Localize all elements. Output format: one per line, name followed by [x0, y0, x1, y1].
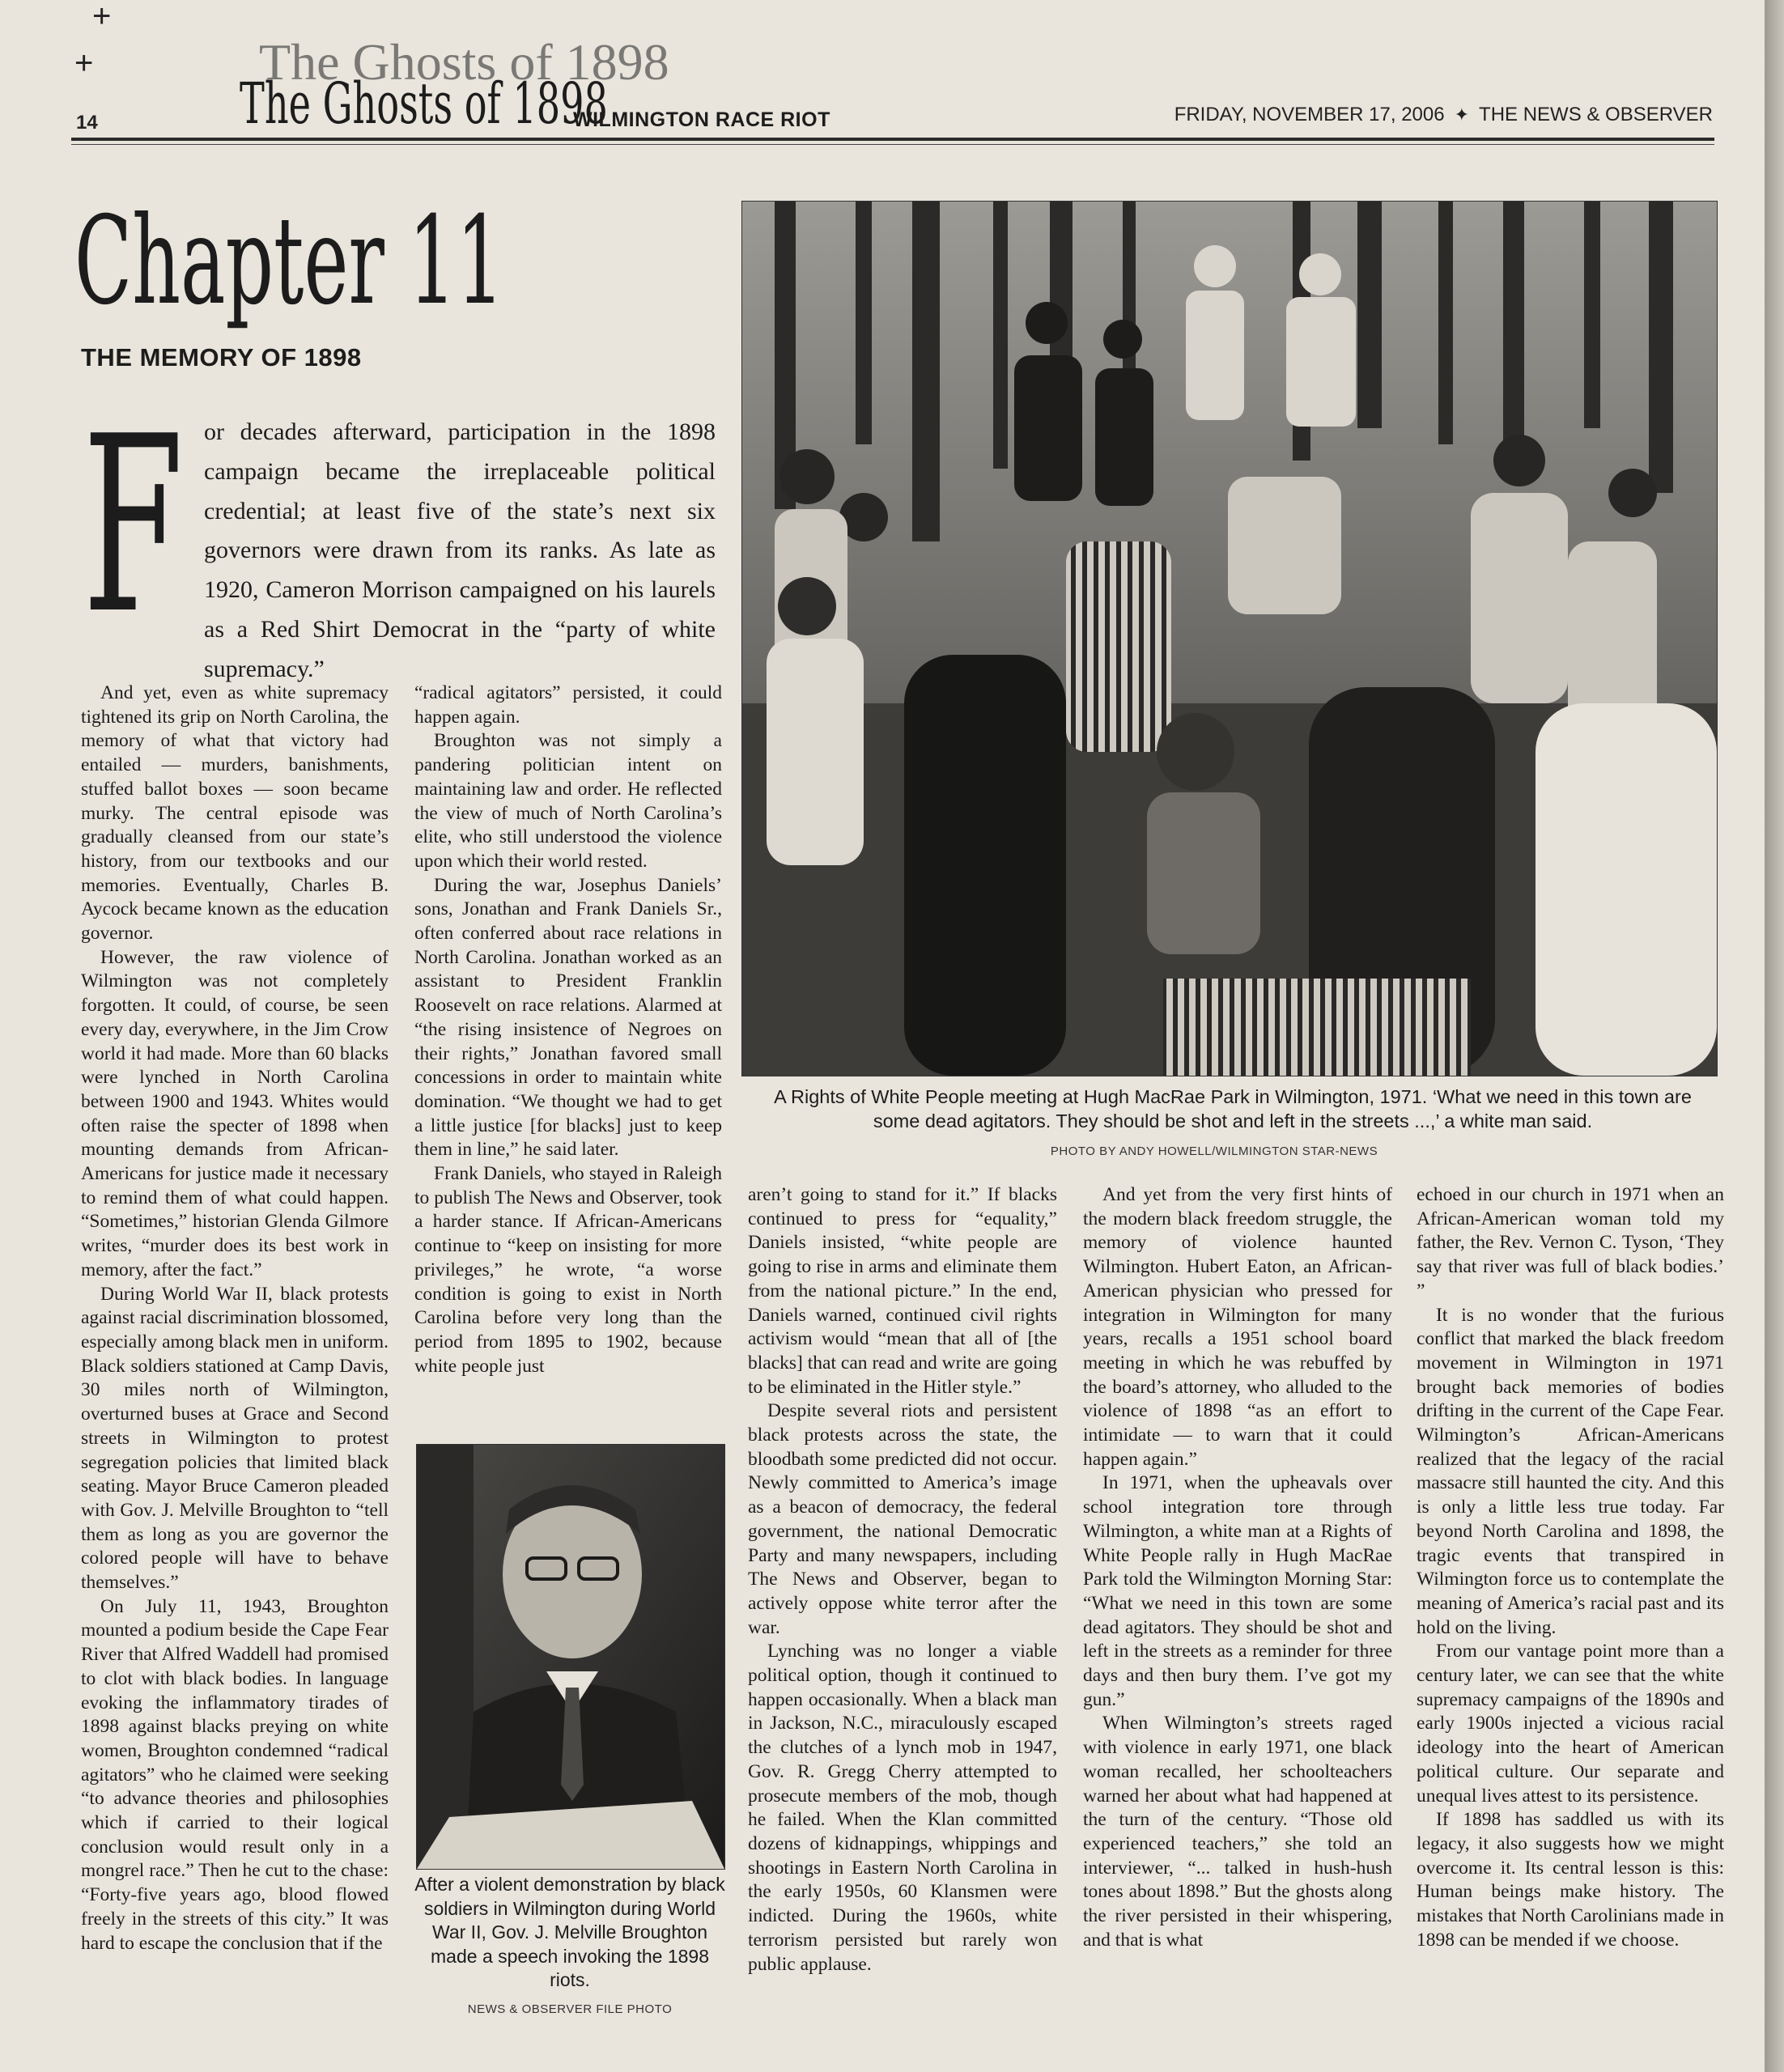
header-rule — [71, 138, 1714, 141]
paragraph: “radical agitators” persisted, it could happen again. — [414, 682, 722, 728]
paragraph: And yet, even as white supremacy tightened its grip on North Carolina, the memory of what that victory had entailed — murders, banishments, stuffed ballot boxes — soon became murky. The central episode was gradually cleansed from our state’s history, from our textbooks and our memories. Eventually, Charles B. Aycock became known as the education governor. — [81, 682, 389, 945]
paragraph: If 1898 has saddled us with its legacy, it also suggests how we might overcome it. Its central lesson is this: Human beings make history. The mistakes that North Carolinians made in 1898 can be mended if we choose. — [1417, 1809, 1724, 1951]
paragraph: Lynching was no longer a viable political option, though it continued to happen occasionally. When a black man in Jackson, N.C., miraculously escaped the clutches of a lynch mob in 1947, Gov. R. Gregg Cherry attempted to prosecute members of the mob, though he failed. When the Klan committed dozens of kidnappings, whippings and shootings in Eastern North Carolina in the early 1950s, 60 Klansmen were indicted. During the 1960s, white terrorism persisted but rarely won public applause. — [748, 1641, 1057, 1975]
bleed-through-header: The Ghosts of 1898 — [259, 33, 669, 91]
broughton-photo-credit: NEWS & OBSERVER FILE PHOTO — [467, 2002, 673, 2016]
publication-name: THE NEWS & OBSERVER — [1479, 104, 1713, 125]
paragraph: From our vantage point more than a century later, we can see that the white supremacy campaigns of the 1890s and early 1900s injected a vicious racial ideology into the heart of American political culture. Our separate and unequal lives attest to its persistence. — [1417, 1641, 1724, 1807]
broughton-portrait-image — [417, 1445, 724, 1869]
chapter-title: Chapter 11 — [74, 191, 504, 332]
registration-mark: + — [74, 45, 94, 81]
dateline — [809, 104, 1713, 126]
article-column-2 — [414, 681, 722, 1378]
series-subject: WILMINGTON RACE RIOT — [573, 108, 830, 131]
article-column-5 — [1417, 1183, 1724, 1953]
registration-mark: + — [92, 0, 112, 34]
broughton-photo-caption: After a violent demonstration by black soldiers in Wilmington during World War II, Gov. J. Melville Broughton made a speech invoking the 1898 riots. — [414, 1874, 725, 1990]
rally-photo-caption: A Rights of White People meeting at Hugh MacRae Park in Wilmington, 1971. ‘What we need in this town are some dead agitators. They should be shot and left in the streets ...,’ a white man said. — [774, 1086, 1692, 1132]
article-column-4 — [1083, 1183, 1392, 1953]
paragraph: Frank Daniels, who stayed in Raleigh to publish The News and Observer, took a harder stance. If African-Americans continue to “keep on insisting for more privileges,” he wrote, “a worse condition is going to exist in North Carolina before very long than the period from 1895 to 1902, because white people just — [414, 1163, 722, 1377]
page-number: 14 — [76, 112, 98, 134]
article-column-1 — [81, 681, 389, 1955]
paragraph: In 1971, when the upheavals over school integration tore through Wilmington, a white man at a Rights of White People rally in Hugh MacRae Park told the Wilmington Morning Star: “What we need in this town are some dead agitators. They should be shot and left in the streets as a reminder for three days and then bury them. I’ve got my gun.” — [1083, 1472, 1392, 1710]
paragraph: Broughton was not simply a pandering politician intent on maintaining law and order. He reflected the view of much of North Carolina’s elite, who still understood the violence upon which their world rested. — [414, 730, 722, 872]
paragraph: When Wilmington’s streets raged with violence in early 1971, one black woman recalled, her schoolteachers warned her about what had happened at the turn of the century. “Those old experienced teachers,” she told an interviewer, “... talked in hush-hush tones about 1898.” But the ghosts along the river persisted in their whispering, and that is what — [1083, 1713, 1392, 1951]
broughton-portrait — [416, 1444, 725, 1870]
chapter-subtitle: THE MEMORY OF 1898 — [81, 343, 362, 372]
paragraph: During World War II, black protests against racial discrimination blossomed, especially among black men in uniform. Black soldiers stationed at Camp Davis, 30 miles north of Wilmington, overturned buses at Grace and Second streets in Wilmington to protest segregation policies that limited black seating. Mayor Bruce Cameron pleaded with Gov. J. Melville Broughton to “tell them as long as you are governor the colored people will have to behave themselves.” — [81, 1283, 389, 1594]
paragraph: echoed in our church in 1971 when an African-American woman told my father, the Rev. Vernon C. Tyson, ‘They say that river was full of black bodies.’ ” — [1417, 1184, 1724, 1301]
lede-paragraph: or decades afterward, participation in the 1898 campaign became the irreplaceable political credential; at least five of the state’s next six governors were drawn from its ranks. As late as 1920, Cameron Morrison campaigned on his laurels as a Red Shirt Democrat in the “party of white supremacy.” — [204, 418, 716, 682]
article-column-3 — [748, 1183, 1057, 1976]
series-title: The Ghosts of 1898 — [240, 70, 608, 137]
rally-photo-image — [742, 202, 1717, 1076]
rally-photo-credit: PHOTO BY ANDY HOWELL/WILMINGTON STAR-NEWS — [1050, 1144, 1378, 1158]
drop-cap: F — [83, 384, 184, 667]
paragraph: However, the raw violence of Wilmington was not completely forgotten. It could, of course, be seen every day, everywhere, in the Jim Crow world it had made. More than 60 blacks were lynched in North Carolina between 1900 and 1943. Whites would often raise the specter of 1898 when mounting demands from African-Americans for justice made it necessary to remind them of what could happen. “Sometimes,” historian Glenda Gilmore writes, “murder does its best work in memory, after the fact.” — [81, 946, 389, 1280]
diamond-icon: ✦ — [1454, 104, 1470, 125]
page-gutter — [1765, 0, 1784, 2072]
paragraph: It is no wonder that the furious conflict that marked the black freedom movement in Wilmington in 1971 brought back memories of bodies drifting in the current of the Cape Fear. Wilmington’s African-Americans realized that the legacy of the racial massacre still haunted the city. And this is only a little less true today. Far beyond North Carolina and 1898, the tragic events that transpired in Wilmington force us to contemplate the meaning of America’s racial past and its hold on the living. — [1417, 1304, 1724, 1638]
paragraph: Despite several riots and persistent black protests across the state, the bloodbath some predicted did not occur. Newly committed to America’s image as a beacon of democracy, the federal government, the national Democratic Party and many newspapers, including The News and Observer, began to actively oppose white terror after the war. — [748, 1400, 1057, 1638]
paragraph: And yet from the very first hints of the modern black freedom struggle, the memory of violence haunted Wilmington. Hubert Eaton, an African-American physician who pressed for integration in Wilmington for many years, recalls a 1951 school board meeting in which he was rebuffed by the board’s attorney, who alluded to the violence of 1898 “as an effort to intimidate — to warn that it could happen again.” — [1083, 1184, 1392, 1470]
header-rule-thin — [71, 144, 1714, 145]
paragraph: During the war, Josephus Daniels’ sons, Jonathan and Frank Daniels Sr., often conferred about race relations in North Carolina. Jonathan worked as an assistant to President Franklin Roosevelt on race relations. Alarmed at “the rising insistence of Negroes on their rights,” Jonathan favored small concessions in order to maintain white domination. “We thought we had to get a little justice [for blacks] just to keep them in line,” he said later. — [414, 874, 722, 1161]
paragraph: aren’t going to stand for it.” If blacks continued to press for “equality,” Daniels insisted, “white people are going to rise in arms and eliminate them from the national picture.” In the end, Daniels warned, continued civil rights activism would “mean that all of [the blacks] that can read and write are going to be eliminated in the Hitler style.” — [748, 1184, 1057, 1398]
issue-date: FRIDAY, NOVEMBER 17, 2006 — [1174, 104, 1445, 125]
paragraph: On July 11, 1943, Broughton mounted a podium beside the Cape Fear River that Alfred Waddell had promised to clot with black bodies. In language evoking the inflammatory tirades of 1898 against blacks preying on white women, Broughton condemned “radical agitators” who he claimed were seeking “to advance theories and philosophies which if carried to their logical conclusion would result only in a mongrel race.” Then he cut to the chase: “Forty-five years ago, blood flowed freely in the streets of this city.” It was hard to escape the conclusion that if the — [81, 1595, 389, 1954]
rally-photo — [741, 201, 1718, 1076]
